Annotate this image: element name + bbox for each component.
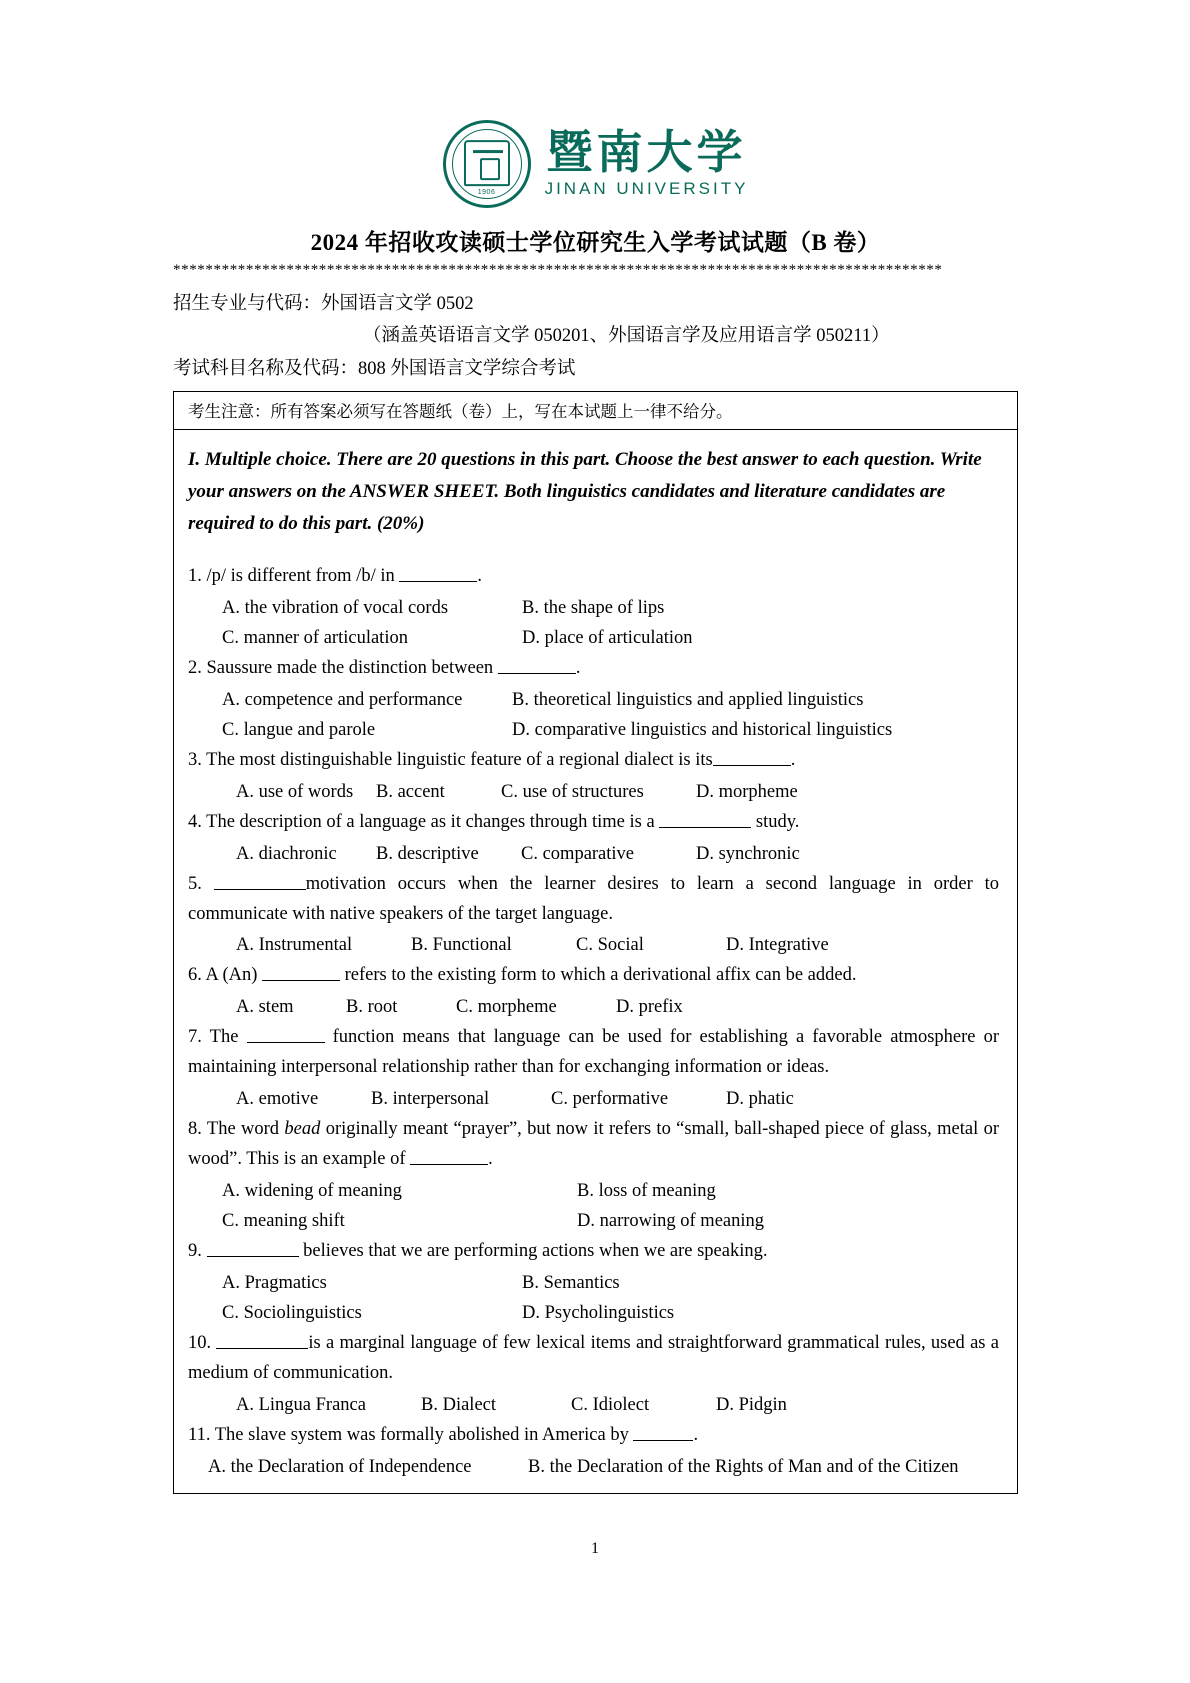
question-stem: 10. is a marginal language of few lexical items and straightforward grammatical rules, used as a medium of communication.	[188, 1329, 999, 1389]
question-options	[188, 1085, 999, 1115]
question-options	[188, 716, 999, 746]
option-b[interactable]: B. accent	[376, 781, 445, 802]
university-logo	[173, 120, 1018, 208]
option-b[interactable]: B. the shape of lips	[522, 597, 665, 618]
option-c[interactable]: C. performative	[551, 1089, 669, 1110]
question-item	[188, 808, 999, 838]
seal-year-label: 1906	[477, 189, 496, 196]
question-stem: 11. The slave system was formally abolished in America by .	[188, 1421, 999, 1451]
option-b[interactable]: B. Semantics	[522, 1273, 620, 1294]
question-options	[188, 624, 999, 654]
option-a[interactable]: A. Instrumental	[236, 935, 353, 956]
option-a[interactable]: A. use of words	[236, 781, 354, 802]
option-b[interactable]: B. interpersonal	[371, 1089, 490, 1110]
question-options	[188, 993, 999, 1023]
answer-blank	[498, 655, 576, 674]
university-wordmark	[544, 126, 749, 199]
question-options	[188, 1177, 999, 1207]
option-c[interactable]: C. comparative	[521, 843, 635, 864]
option-a[interactable]: A. diachronic	[236, 843, 337, 864]
answer-blank	[247, 1025, 325, 1044]
option-d[interactable]: D. place of articulation	[522, 627, 693, 648]
question-stem: 6. A (An) refers to the existing form to which a derivational affix can be added.	[188, 961, 999, 991]
question-item	[188, 746, 999, 776]
option-d[interactable]: D. narrowing of meaning	[577, 1211, 765, 1232]
option-c[interactable]: C. use of structures	[501, 781, 644, 802]
answer-blank	[659, 809, 751, 828]
option-d[interactable]: D. Pidgin	[716, 1395, 787, 1415]
question-stem: 7. The function means that language can be used for establishing a favorable atmosphere or maintaining interpersonal relationship rather than for exchanging information or ideas.	[188, 1023, 999, 1083]
question-item	[188, 1115, 999, 1175]
exam-body	[173, 429, 1018, 1494]
question-stem: 2. Saussure made the distinction between .	[188, 654, 999, 684]
option-d[interactable]: D. phatic	[726, 1089, 794, 1110]
option-c[interactable]: C. Social	[576, 935, 644, 956]
answer-blank	[410, 1147, 488, 1166]
option-b[interactable]: B. descriptive	[376, 843, 479, 864]
question-item	[188, 1023, 999, 1083]
star-divider: ***********************************************************************************************	[173, 263, 943, 278]
section-instructions: I. Multiple choice. There are 20 questions in this part. Choose the best answer to each question. Write your answers on the ANSWER SHEET. Both linguistics candidates and literature candidates are required to do this part. (20%)	[188, 449, 982, 534]
answer-blank	[262, 963, 340, 982]
question-stem: 9. believes that we are performing actions when we are speaking.	[188, 1237, 999, 1267]
question-stem: 4. The description of a language as it changes through time is a study.	[188, 808, 999, 838]
seal-emblem-icon	[464, 140, 510, 186]
italic-term: bead	[284, 1119, 321, 1140]
question-options	[188, 1207, 999, 1237]
question-item	[188, 870, 999, 930]
question-item	[188, 961, 999, 991]
candidate-notice: 考生注意：所有答案必须写在答题纸（卷）上，写在本试题上一律不给分。	[173, 391, 1018, 429]
question-options	[188, 1299, 999, 1329]
option-d[interactable]: D. synchronic	[696, 843, 800, 864]
option-a[interactable]: A. emotive	[236, 1089, 319, 1110]
option-a[interactable]: A. the vibration of vocal cords	[222, 597, 449, 618]
question-stem: 3. The most distinguishable linguistic feature of a regional dialect is its .	[188, 746, 999, 776]
option-a[interactable]: A. the Declaration of Independence	[208, 1456, 472, 1477]
page-number: 1	[591, 1540, 599, 1557]
option-c[interactable]: C. Idiolect	[571, 1395, 650, 1415]
question-options	[188, 1269, 999, 1299]
option-c[interactable]: C. morpheme	[456, 997, 557, 1018]
major-and-code: 招生专业与代码：外国语言文学 0502	[173, 294, 474, 314]
subject-and-code: 考试科目名称及代码：808 外国语言文学综合考试	[173, 358, 576, 379]
question-stem: 5. motivation occurs when the learner desires to learn a second language in order to communicate with native speakers of the target language.	[188, 870, 999, 930]
answer-blank	[207, 1239, 299, 1258]
option-c[interactable]: C. meaning shift	[222, 1211, 345, 1232]
question-options	[188, 840, 999, 870]
question-stem: 1. /p/ is different from /b/ in .	[188, 562, 999, 592]
option-b[interactable]: B. the Declaration of the Rights of Man and of the Citizen	[528, 1456, 959, 1477]
question-options	[188, 1453, 999, 1483]
answer-blank	[713, 747, 791, 766]
answer-blank	[399, 563, 477, 582]
university-name-en: JINAN UNIVERSITY	[544, 179, 749, 199]
page-content	[173, 120, 1018, 1494]
question-options	[188, 686, 999, 716]
option-d[interactable]: D. Psycholinguistics	[522, 1303, 675, 1324]
option-d[interactable]: D. Integrative	[726, 935, 829, 956]
page-title: 2024 年招收攻读硕士学位研究生入学考试试题（B 卷）	[310, 230, 881, 255]
major-scope: （涵盖英语语言文学 050201、外国语言学及应用语言学 050211）	[363, 326, 890, 347]
option-d[interactable]: D. morpheme	[696, 781, 798, 802]
question-options	[188, 931, 999, 961]
option-a[interactable]: A. widening of meaning	[222, 1181, 402, 1202]
option-b[interactable]: B. root	[346, 997, 398, 1018]
university-seal-icon	[443, 120, 531, 208]
question-item	[188, 1421, 999, 1451]
question-options	[188, 594, 999, 624]
question-options	[188, 1391, 999, 1421]
option-a[interactable]: A. Lingua Franca	[236, 1395, 366, 1415]
option-d[interactable]: D. prefix	[616, 997, 683, 1018]
option-a[interactable]: A. competence and performance	[222, 689, 463, 710]
option-c[interactable]: C. langue and parole	[222, 719, 376, 740]
option-c[interactable]: C. Sociolinguistics	[222, 1303, 362, 1324]
question-stem: 8. The word bead originally meant “prayer”, but now it refers to “small, ball-shaped piece of glass, metal or wood”. This is an example of .	[188, 1119, 1000, 1170]
question-item	[188, 1329, 999, 1389]
option-b[interactable]: B. Dialect	[421, 1395, 497, 1415]
question-item	[188, 1237, 999, 1267]
question-options	[188, 778, 999, 808]
answer-blank	[216, 1331, 308, 1350]
option-b[interactable]: B. theoretical linguistics and applied linguistics	[512, 689, 864, 710]
option-b[interactable]: B. loss of meaning	[577, 1181, 716, 1202]
answer-blank	[633, 1422, 693, 1441]
question-item	[188, 562, 999, 592]
option-c[interactable]: C. manner of articulation	[222, 627, 408, 648]
university-name-cn: 暨南大学	[546, 126, 747, 178]
answer-blank	[214, 871, 306, 890]
option-a[interactable]: A. stem	[236, 997, 294, 1018]
option-a[interactable]: A. Pragmatics	[222, 1273, 327, 1294]
option-b[interactable]: B. Functional	[411, 935, 512, 956]
option-d[interactable]: D. comparative linguistics and historical linguistics	[512, 719, 893, 740]
question-item	[188, 654, 999, 684]
